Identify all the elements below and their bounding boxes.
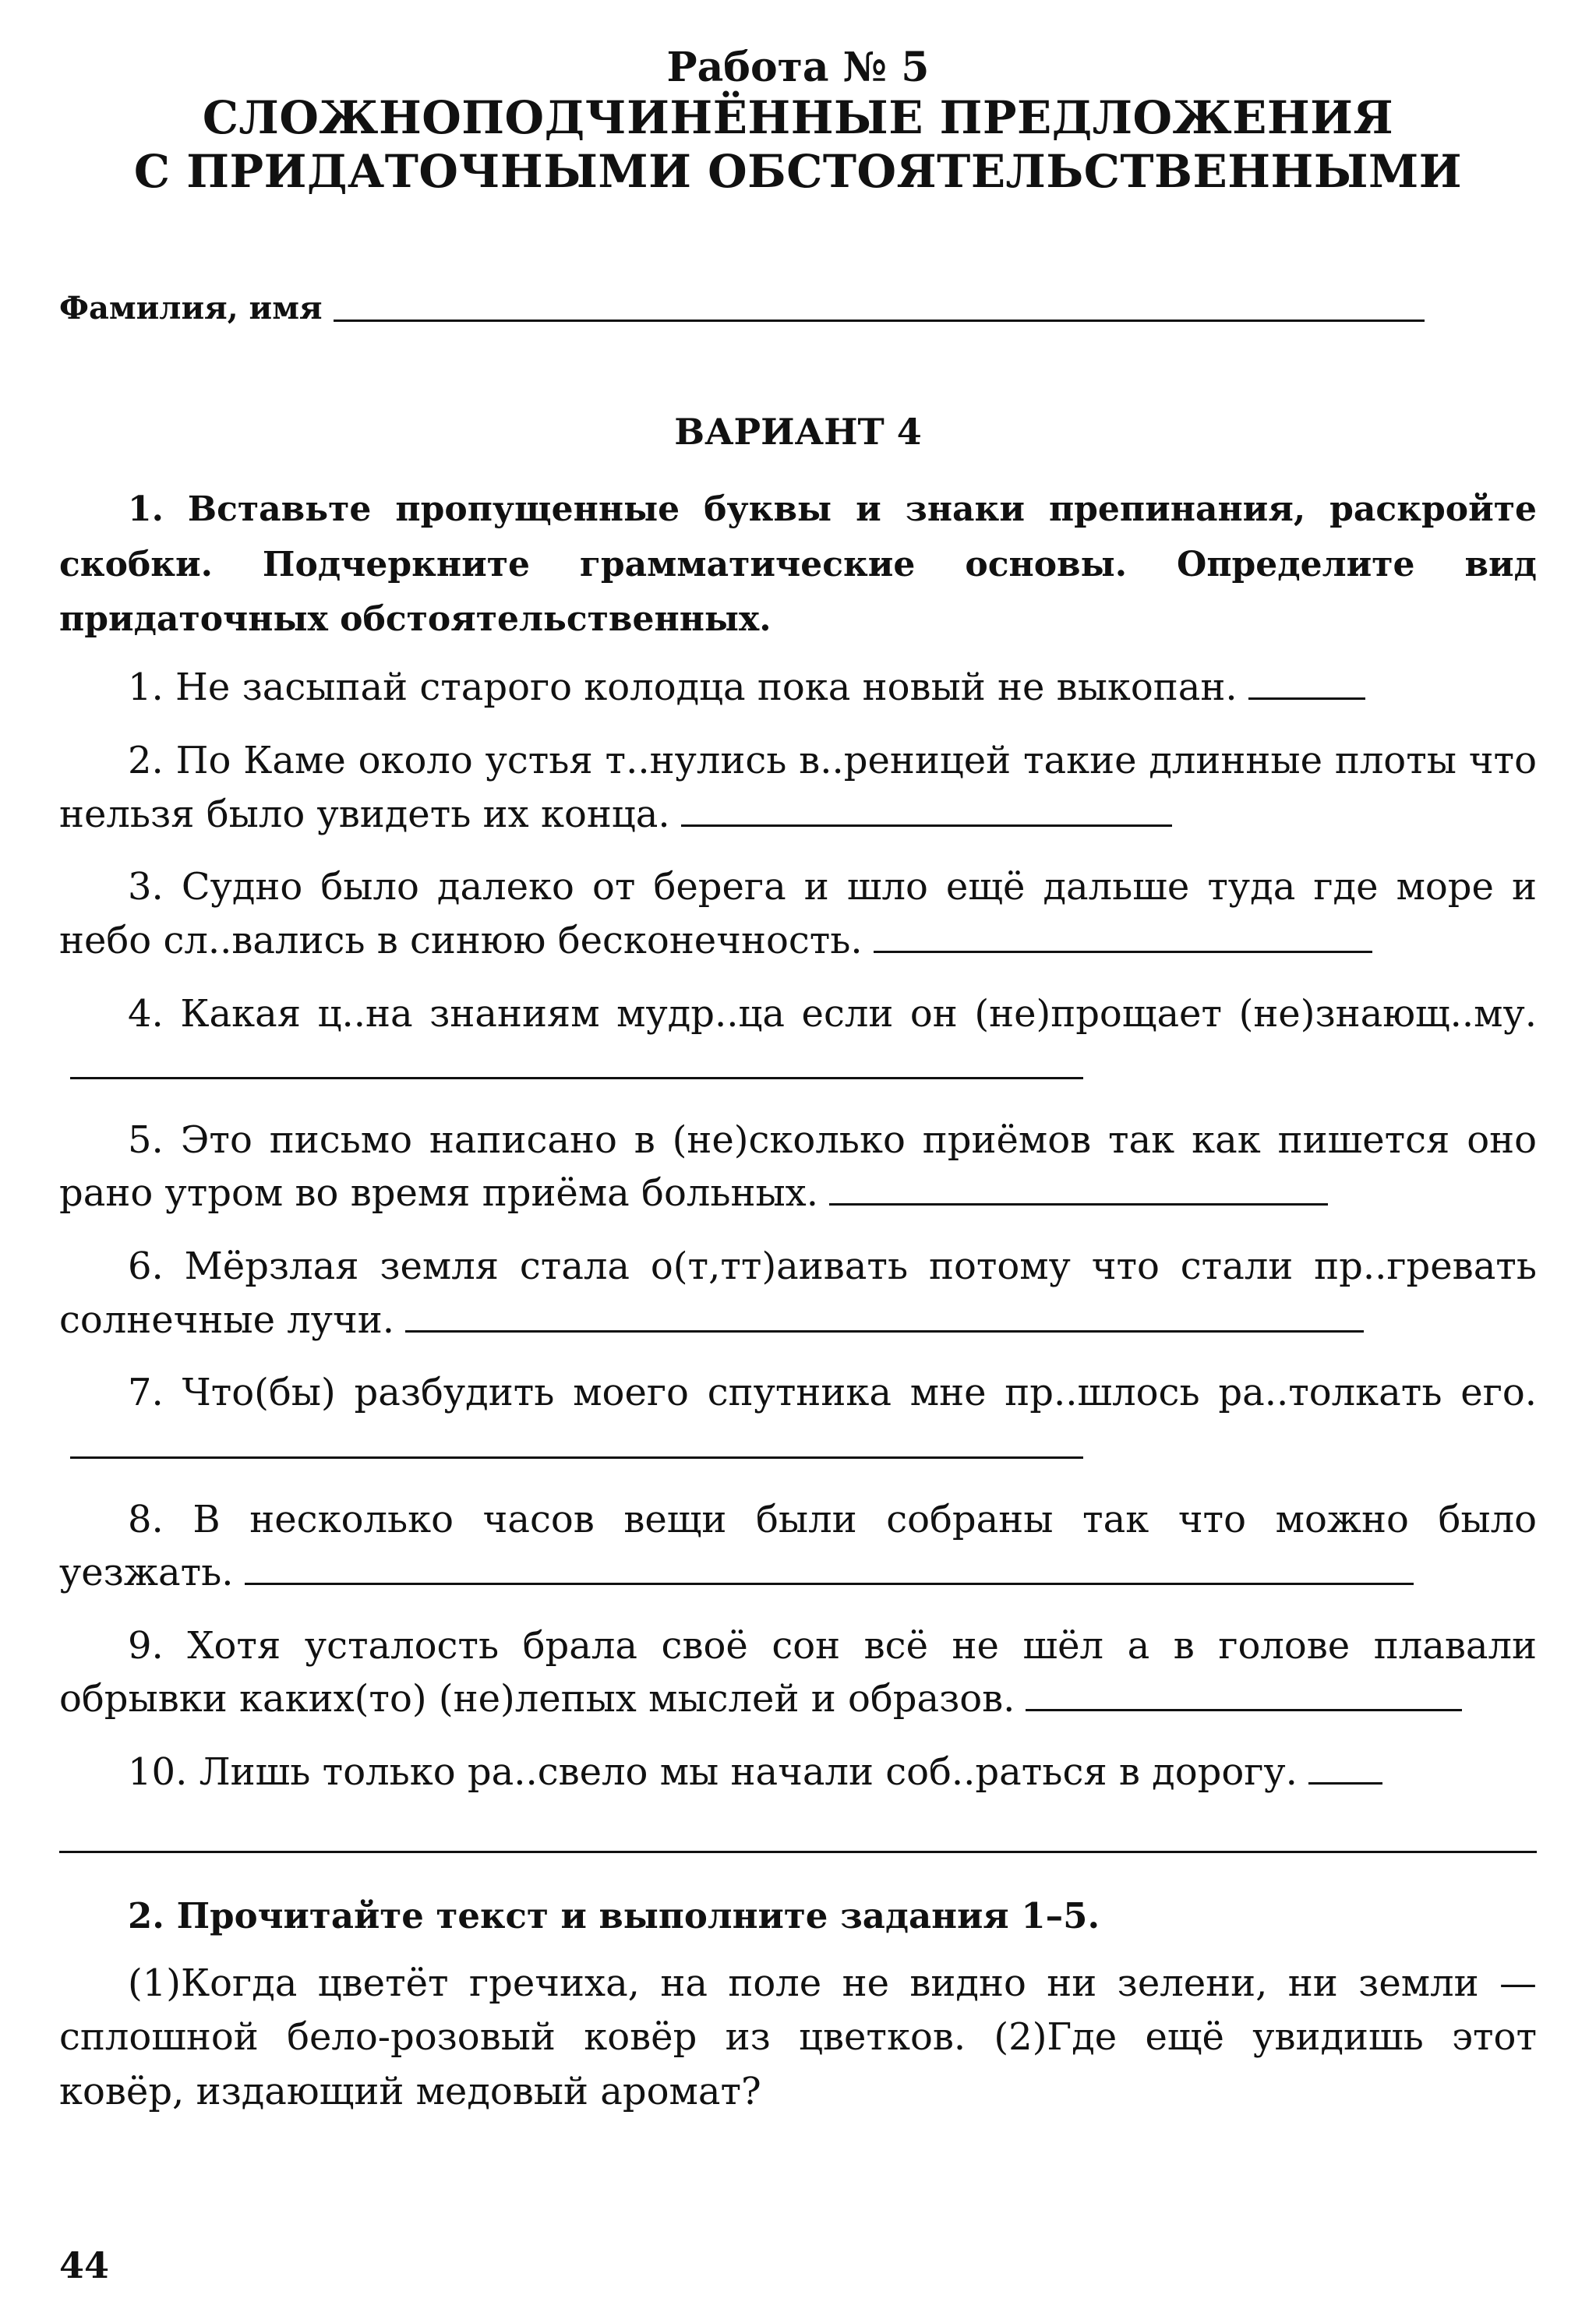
list-item	[59, 1366, 1537, 1473]
worksheet-page	[59, 39, 1537, 2119]
task1-items	[59, 661, 1537, 1799]
answer-blank[interactable]	[70, 1456, 1083, 1459]
list-item	[59, 1493, 1537, 1600]
page-number: 44	[59, 2244, 110, 2286]
answer-blank[interactable]	[1026, 1709, 1462, 1711]
name-answer-line[interactable]	[334, 320, 1425, 322]
list-item	[59, 1240, 1537, 1347]
item-text: 1. Не засыпай старого колодца пока новый не выкопан.	[128, 665, 1238, 710]
answer-blank[interactable]	[245, 1583, 1414, 1585]
list-item	[59, 1114, 1537, 1220]
answer-blank[interactable]	[681, 824, 1172, 827]
name-field	[59, 290, 1537, 327]
item-text: 3. Судно было далеко от берега и шло ещё дальше туда где море и небо сл..вались в синюю бесконечность.	[59, 865, 1537, 962]
task1-instruction: 1. Вставьте пропущенные буквы и знаки препинания, раскройте скобки. Подчеркните грамматические основы. Определите вид придаточных обстоятельственных.	[59, 489, 1537, 640]
item-text: 7. Что(бы) разбудить моего спутника мне пр..шлось ра..толкать его.	[128, 1371, 1537, 1415]
answer-blank[interactable]	[1248, 697, 1365, 700]
heading-line-2: С ПРИДАТОЧНЫМИ ОБСТОЯТЕЛЬСТВЕННЫМИ	[133, 144, 1463, 198]
variant-title: ВАРИАНТ 4	[674, 411, 922, 454]
list-item	[59, 734, 1537, 841]
answer-blank[interactable]	[405, 1330, 1364, 1333]
list-item	[59, 987, 1537, 1094]
item-text: 10. Лишь только ра..свело мы начали соб..раться в дорогу.	[128, 1750, 1298, 1795]
list-item	[59, 661, 1537, 715]
work-number: Работа № 5	[666, 44, 930, 91]
item-text: 8. В несколько часов вещи были собраны так что можно было уезжать.	[59, 1497, 1537, 1595]
task2-text: (1)Когда цветёт гречиха, на поле не видно ни зелени, ни земли — сплошной бело-розовый ковёр из цветков. (2)Где ещё увидишь этот ковёр, издающий медовый аромат?	[59, 1961, 1537, 2113]
item-text: 4. Какая ц..на знаниям мудр..ца если он (не)прощает (не)знающ..му.	[128, 991, 1537, 1036]
task2-instruction: 2. Прочитайте текст и выполните задания 1–5.	[128, 1894, 1100, 1936]
answer-line-full[interactable]	[59, 1851, 1537, 1853]
answer-blank[interactable]	[70, 1077, 1083, 1079]
list-item	[59, 1619, 1537, 1726]
item-text: 6. Мёрзлая земля стала о(т,тт)аивать потому что стали пр..гревать солнечные лучи.	[59, 1244, 1537, 1342]
item-text: 5. Это письмо написано в (не)сколько приёмов так как пишется оно рано утром во время приёма больных.	[59, 1117, 1537, 1216]
answer-blank[interactable]	[874, 951, 1372, 953]
name-label: Фамилия, имя	[59, 290, 323, 327]
answer-blank[interactable]	[1308, 1782, 1382, 1785]
heading-line-1: СЛОЖНОПОДЧИНЁННЫЕ ПРЕДЛОЖЕНИЯ	[202, 91, 1394, 145]
list-item	[59, 860, 1537, 967]
item-text: 9. Хотя усталость брала своё сон всё не шёл а в голове плавали обрывки каких(то) (не)лепых мыслей и образов.	[59, 1623, 1537, 1721]
item-text: 2. По Каме около устья т..нулись в..реницей такие длинные плоты что нельзя было увидеть их конца.	[59, 739, 1537, 836]
list-item	[59, 1746, 1537, 1799]
answer-blank[interactable]	[829, 1203, 1328, 1206]
